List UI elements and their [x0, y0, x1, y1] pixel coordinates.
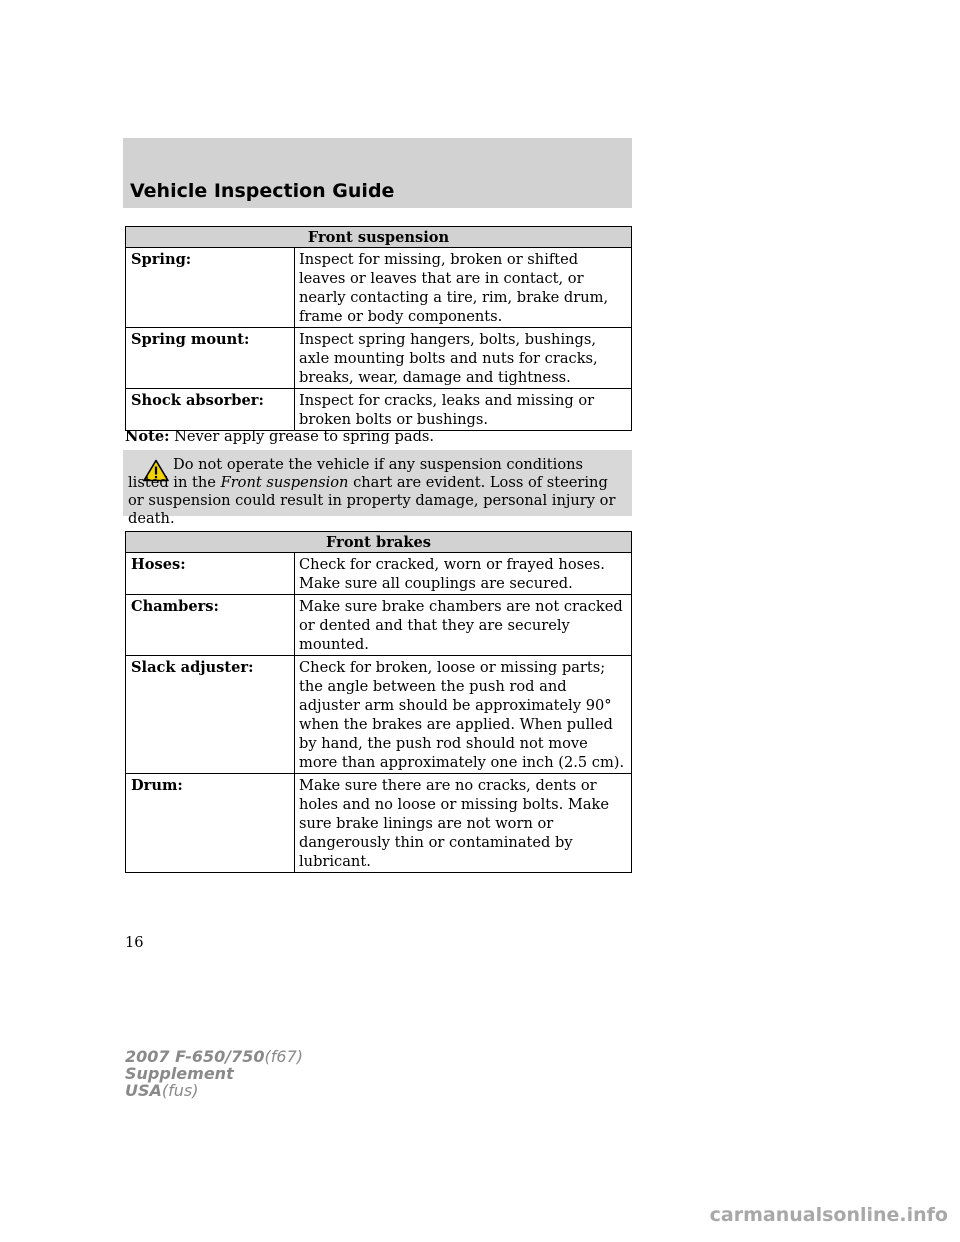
warning-text-part: Do not operate the vehicle if any suspension conditions listed in the	[128, 456, 584, 491]
row-label: Spring:	[126, 248, 295, 328]
header-band	[123, 138, 632, 208]
table-row	[126, 328, 632, 389]
note-text: Never apply grease to spring pads.	[174, 428, 435, 445]
table-title: Front brakes	[126, 532, 632, 553]
warning-chart-reference: Front suspension	[220, 474, 349, 491]
table-row	[126, 389, 632, 431]
row-label: Spring mount:	[126, 328, 295, 389]
front-brakes-table	[125, 531, 632, 873]
row-description: Inspect for cracks, leaks and missing or broken bolts or bushings.	[295, 389, 632, 431]
row-label: Drum:	[126, 774, 295, 873]
page-title: Vehicle Inspection Guide	[130, 180, 395, 202]
footer-supplement: Supplement	[125, 1064, 234, 1083]
row-description: Make sure brake chambers are not cracked or dented and that they are securely mounted.	[295, 595, 632, 656]
warning-text	[128, 456, 626, 528]
front-suspension-table	[125, 226, 632, 431]
note	[125, 428, 434, 445]
footer-market-code: (fus)	[161, 1081, 199, 1100]
warning-text-part: chart are evident. Loss of steering or suspension could result in property damage, personal injury or death.	[128, 474, 616, 527]
table-row	[126, 774, 632, 873]
row-description: Inspect for missing, broken or shifted leaves or leaves that are in contact, or nearly contacting a tire, rim, brake drum, frame or body components.	[295, 248, 632, 328]
row-description: Inspect spring hangers, bolts, bushings, axle mounting bolts and nuts for cracks, breaks, wear, damage and tightness.	[295, 328, 632, 389]
row-description: Check for broken, loose or missing parts; the angle between the push rod and adjuster arm should be approximately 90° when the brakes are applied. When pulled by hand, the push rod should not move more than approximately one inch (2.5 cm).	[295, 656, 632, 774]
table-title: Front suspension	[126, 227, 632, 248]
watermark: carmanualsonline.info	[709, 1204, 948, 1226]
row-label: Chambers:	[126, 595, 295, 656]
footer-market: USA	[125, 1081, 162, 1100]
footer-model: 2007 F-650/750	[125, 1047, 265, 1066]
footer-info	[125, 1048, 303, 1099]
table-row	[126, 656, 632, 774]
row-label: Slack adjuster:	[126, 656, 295, 774]
row-label: Hoses:	[126, 553, 295, 595]
warning-box	[123, 450, 632, 527]
row-description: Check for cracked, worn or frayed hoses. Make sure all couplings are secured.	[295, 553, 632, 595]
row-description: Make sure there are no cracks, dents or holes and no loose or missing bolts. Make sure brake linings are not worn or dangerously thin or contaminated by lubricant.	[295, 774, 632, 873]
table-row	[126, 553, 632, 595]
table-row	[126, 595, 632, 656]
row-label: Shock absorber:	[126, 389, 295, 431]
table-row	[126, 248, 632, 328]
page-number: 16	[125, 934, 144, 951]
footer-model-code: (f67)	[264, 1047, 303, 1066]
note-label: Note:	[125, 428, 170, 445]
